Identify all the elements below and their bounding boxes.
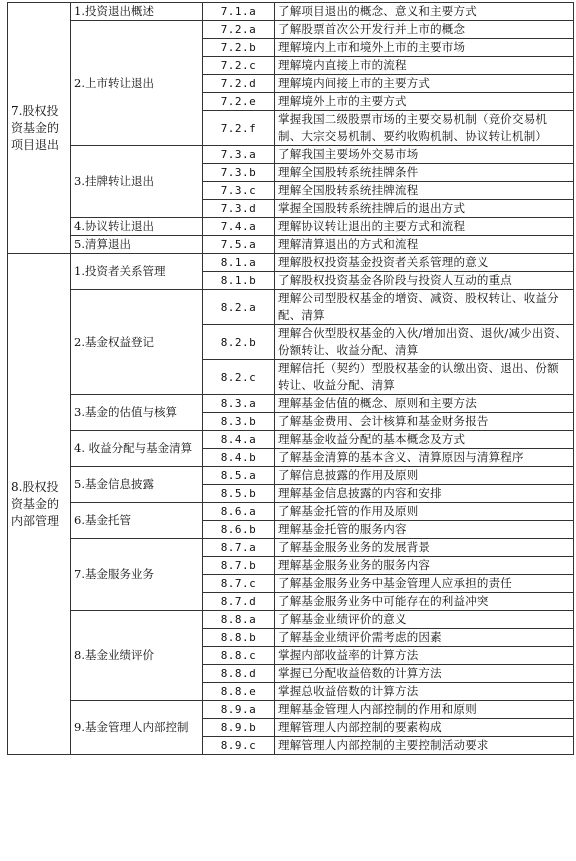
item-description: 理解股权投资基金投资者关系管理的意义 xyxy=(275,254,574,272)
syllabus-body xyxy=(8,3,574,755)
item-description: 理解基金收益分配的基本概念及方式 xyxy=(275,431,574,449)
item-code: 8.5.a xyxy=(203,467,275,485)
item-code: 8.5.b xyxy=(203,485,275,503)
item-code: 8.6.b xyxy=(203,521,275,539)
item-description: 掌握我国二级股票市场的主要交易机制（竞价交易机制、大宗交易机制、要约收购机制、协议转让机制） xyxy=(275,111,574,146)
item-description: 掌握内部收益率的计算方法 xyxy=(275,647,574,665)
item-code: 8.8.b xyxy=(203,629,275,647)
item-description: 了解信息披露的作用及原则 xyxy=(275,467,574,485)
section-name: 5.清算退出 xyxy=(71,236,203,254)
item-code: 7.2.a xyxy=(203,21,275,39)
item-code: 7.2.c xyxy=(203,57,275,75)
table-row xyxy=(8,254,574,272)
item-code: 7.2.e xyxy=(203,93,275,111)
item-code: 8.9.b xyxy=(203,719,275,737)
item-description: 理解基金服务业务的服务内容 xyxy=(275,557,574,575)
item-code: 7.4.a xyxy=(203,218,275,236)
item-code: 8.2.b xyxy=(203,325,275,360)
item-code: 8.6.a xyxy=(203,503,275,521)
item-code: 7.2.d xyxy=(203,75,275,93)
item-description: 了解我国主要场外交易市场 xyxy=(275,146,574,164)
item-description: 理解基金托管的服务内容 xyxy=(275,521,574,539)
syllabus-table xyxy=(7,2,574,755)
item-description: 掌握总收益倍数的计算方法 xyxy=(275,683,574,701)
item-code: 8.7.c xyxy=(203,575,275,593)
item-description: 了解项目退出的概念、意义和主要方式 xyxy=(275,3,574,21)
item-code: 8.8.e xyxy=(203,683,275,701)
item-description: 了解基金费用、会计核算和基金财务报告 xyxy=(275,413,574,431)
item-description: 理解公司型股权基金的增资、减资、股权转让、收益分配、清算 xyxy=(275,290,574,325)
item-description: 理解管理人内部控制的要素构成 xyxy=(275,719,574,737)
item-code: 8.8.d xyxy=(203,665,275,683)
item-code: 8.9.c xyxy=(203,737,275,755)
section-name: 6.基金托管 xyxy=(71,503,203,539)
item-description: 理解基金管理人内部控制的作用和原则 xyxy=(275,701,574,719)
section-name: 5.基金信息披露 xyxy=(71,467,203,503)
item-code: 7.3.d xyxy=(203,200,275,218)
item-code: 7.3.c xyxy=(203,182,275,200)
item-code: 7.5.a xyxy=(203,236,275,254)
item-code: 8.7.b xyxy=(203,557,275,575)
table-row xyxy=(8,21,574,39)
section-name: 2.上市转让退出 xyxy=(71,21,203,146)
item-description: 理解协议转让退出的主要方式和流程 xyxy=(275,218,574,236)
table-row xyxy=(8,431,574,449)
item-description: 理解全国股转系统挂牌流程 xyxy=(275,182,574,200)
item-description: 了解基金服务业务中可能存在的利益冲突 xyxy=(275,593,574,611)
item-description: 理解境外上市的主要方式 xyxy=(275,93,574,111)
section-name: 3.基金的估值与核算 xyxy=(71,395,203,431)
item-description: 了解基金清算的基本含义、清算原因与清算程序 xyxy=(275,449,574,467)
item-code: 8.4.a xyxy=(203,431,275,449)
table-row xyxy=(8,395,574,413)
section-name: 2.基金权益登记 xyxy=(71,290,203,395)
item-code: 7.3.a xyxy=(203,146,275,164)
table-row xyxy=(8,611,574,629)
table-row xyxy=(8,3,574,21)
item-description: 理解全国股转系统挂牌条件 xyxy=(275,164,574,182)
table-row xyxy=(8,701,574,719)
section-name: 1.投资退出概述 xyxy=(71,3,203,21)
item-code: 7.2.b xyxy=(203,39,275,57)
item-description: 理解境内间接上市的主要方式 xyxy=(275,75,574,93)
item-code: 8.3.a xyxy=(203,395,275,413)
chapter-title: 7.股权投资基金的项目退出 xyxy=(8,3,71,254)
item-description: 了解基金服务业务中基金管理人应承担的责任 xyxy=(275,575,574,593)
section-name: 4. 收益分配与基金清算 xyxy=(71,431,203,467)
item-code: 8.2.c xyxy=(203,360,275,395)
item-description: 理解境内上市和境外上市的主要市场 xyxy=(275,39,574,57)
table-row xyxy=(8,539,574,557)
section-name: 8.基金业绩评价 xyxy=(71,611,203,701)
item-description: 掌握全国股转系统挂牌后的退出方式 xyxy=(275,200,574,218)
item-description: 理解清算退出的方式和流程 xyxy=(275,236,574,254)
section-name: 7.基金服务业务 xyxy=(71,539,203,611)
item-description: 掌握已分配收益倍数的计算方法 xyxy=(275,665,574,683)
item-description: 理解信托（契约）型股权基金的认缴出资、退出、份额转让、收益分配、清算 xyxy=(275,360,574,395)
section-name: 1.投资者关系管理 xyxy=(71,254,203,290)
section-name: 9.基金管理人内部控制 xyxy=(71,701,203,755)
item-code: 8.4.b xyxy=(203,449,275,467)
item-code: 8.8.c xyxy=(203,647,275,665)
table-row xyxy=(8,503,574,521)
item-code: 8.8.a xyxy=(203,611,275,629)
item-code: 8.7.d xyxy=(203,593,275,611)
item-code: 8.1.b xyxy=(203,272,275,290)
section-name: 4.协议转让退出 xyxy=(71,218,203,236)
section-name: 3.挂牌转让退出 xyxy=(71,146,203,218)
item-code: 8.1.a xyxy=(203,254,275,272)
item-description: 理解管理人内部控制的主要控制活动要求 xyxy=(275,737,574,755)
item-description: 了解基金业绩评价的意义 xyxy=(275,611,574,629)
item-code: 7.2.f xyxy=(203,111,275,146)
table-row xyxy=(8,467,574,485)
table-row xyxy=(8,290,574,325)
item-description: 理解基金信息披露的内容和安排 xyxy=(275,485,574,503)
table-row xyxy=(8,218,574,236)
item-description: 理解合伙型股权基金的入伙/增加出资、退伙/减少出资、份额转让、收益分配、清算 xyxy=(275,325,574,360)
item-code: 8.3.b xyxy=(203,413,275,431)
table-row xyxy=(8,236,574,254)
item-description: 了解基金托管的作用及原则 xyxy=(275,503,574,521)
item-code: 8.7.a xyxy=(203,539,275,557)
item-description: 了解股权投资基金各阶段与投资人互动的重点 xyxy=(275,272,574,290)
table-row xyxy=(8,146,574,164)
item-description: 理解境内直接上市的流程 xyxy=(275,57,574,75)
item-code: 7.1.a xyxy=(203,3,275,21)
item-code: 8.9.a xyxy=(203,701,275,719)
item-description: 了解股票首次公开发行并上市的概念 xyxy=(275,21,574,39)
item-description: 了解基金服务业务的发展背景 xyxy=(275,539,574,557)
chapter-title: 8.股权投资基金的内部管理 xyxy=(8,254,71,755)
item-code: 8.2.a xyxy=(203,290,275,325)
item-description: 了解基金业绩评价需考虑的因素 xyxy=(275,629,574,647)
item-code: 7.3.b xyxy=(203,164,275,182)
item-description: 理解基金估值的概念、原则和主要方法 xyxy=(275,395,574,413)
